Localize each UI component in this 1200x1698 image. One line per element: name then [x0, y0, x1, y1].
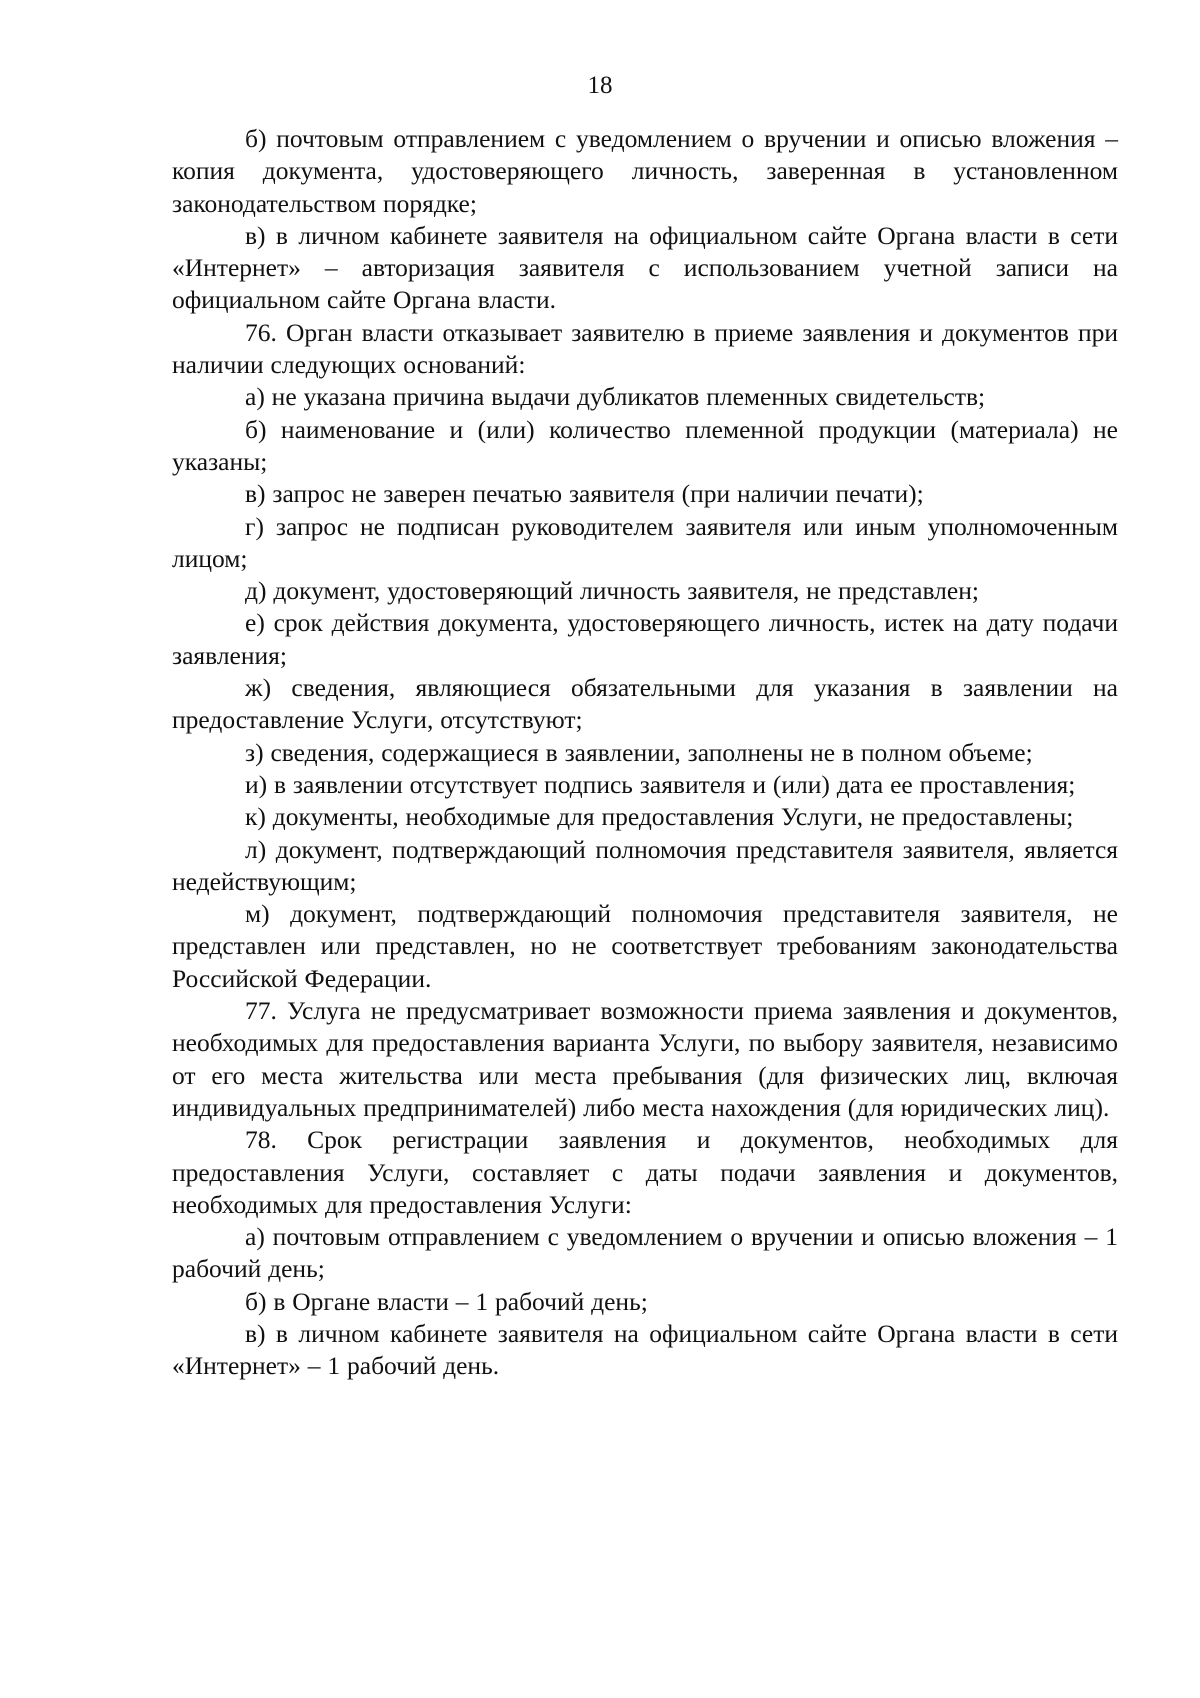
list-item-k: к) документы, необходимые для предоставления Услуги, не предоставлены; — [245, 802, 1074, 832]
paragraph-77: 77. Услуга не предусматривает возможности приема заявления и документов, необходимых для предоставления варианта Услуги, по выбору заявителя, независимо от его места жительства или места пребывания (для физических лиц, включая индивидуальных предпринимателей) либо места нахождения (для юридических лиц). — [172, 996, 1118, 1122]
list-item-g: г) запрос не подписан руководителем заявителя или иным уполномоченным лицом; — [172, 511, 1118, 573]
list-item-v: в) запрос не заверен печатью заявителя (при наличии печати); — [245, 479, 924, 509]
registration-term-authority: б) в Органе власти – 1 рабочий день; — [245, 1286, 648, 1316]
registration-term-online: в) в личном кабинете заявителя на официальном сайте Органа власти в сети «Интернет» – 1 рабочий день. — [172, 1318, 1118, 1381]
document-body — [172, 123, 1118, 1383]
paragraph-v-personal-account: в) в личном кабинете заявителя на официальном сайте Органа власти в сети «Интернет» – авторизация заявителя с использованием учетной записи на официальном сайте Органа власти. — [172, 220, 1118, 315]
list-item-zh: ж) сведения, являющиеся обязательными для указания в заявлении на предоставление Услуги, отсутствуют; — [172, 673, 1118, 735]
list-item-m: м) документ, подтверждающий полномочия представителя заявителя, не представлен или представлен, но не соответствует требованиям законодательства Российской Федерации. — [172, 899, 1118, 993]
list-item-l: л) документ, подтверждающий полномочия представителя заявителя, является недействующим; — [172, 834, 1118, 896]
list-item-i: и) в заявлении отсутствует подпись заявителя и (или) дата ее проставления; — [245, 769, 1076, 799]
paragraph-78-registration-term: 78. Срок регистрации заявления и документов, необходимых для предоставления Услуги, составляет с даты подачи заявления и документов, необходимых для предоставления Услуги: — [172, 1125, 1118, 1219]
list-item-b: б) наименование и (или) количество племенной продукции (материала) не указаны; — [172, 414, 1118, 476]
paragraph-76-refusal-grounds: 76. Орган власти отказывает заявителю в приеме заявления и документов при наличии следующих оснований: — [172, 317, 1118, 380]
registration-term-postal: а) почтовым отправлением с уведомлением о вручении и описью вложения – 1 рабочий день; — [172, 1222, 1118, 1284]
list-item-d: д) документ, удостоверяющий личность заявителя, не представлен; — [245, 576, 979, 606]
page-number: 18 — [587, 72, 613, 99]
list-item-z: з) сведения, содержащиеся в заявлении, заполнены не в полном объеме; — [245, 737, 1033, 767]
paragraph-b-postal-delivery: б) почтовым отправлением с уведомлением о вручении и описью вложения – копия документа, удостоверяющего личность, заверенная в установленном законодательством порядке; — [172, 124, 1118, 218]
list-item-a: а) не указана причина выдачи дубликатов племенных свидетельств; — [245, 382, 986, 412]
list-item-e: е) срок действия документа, удостоверяющего личность, истек на дату подачи заявления; — [172, 608, 1118, 670]
